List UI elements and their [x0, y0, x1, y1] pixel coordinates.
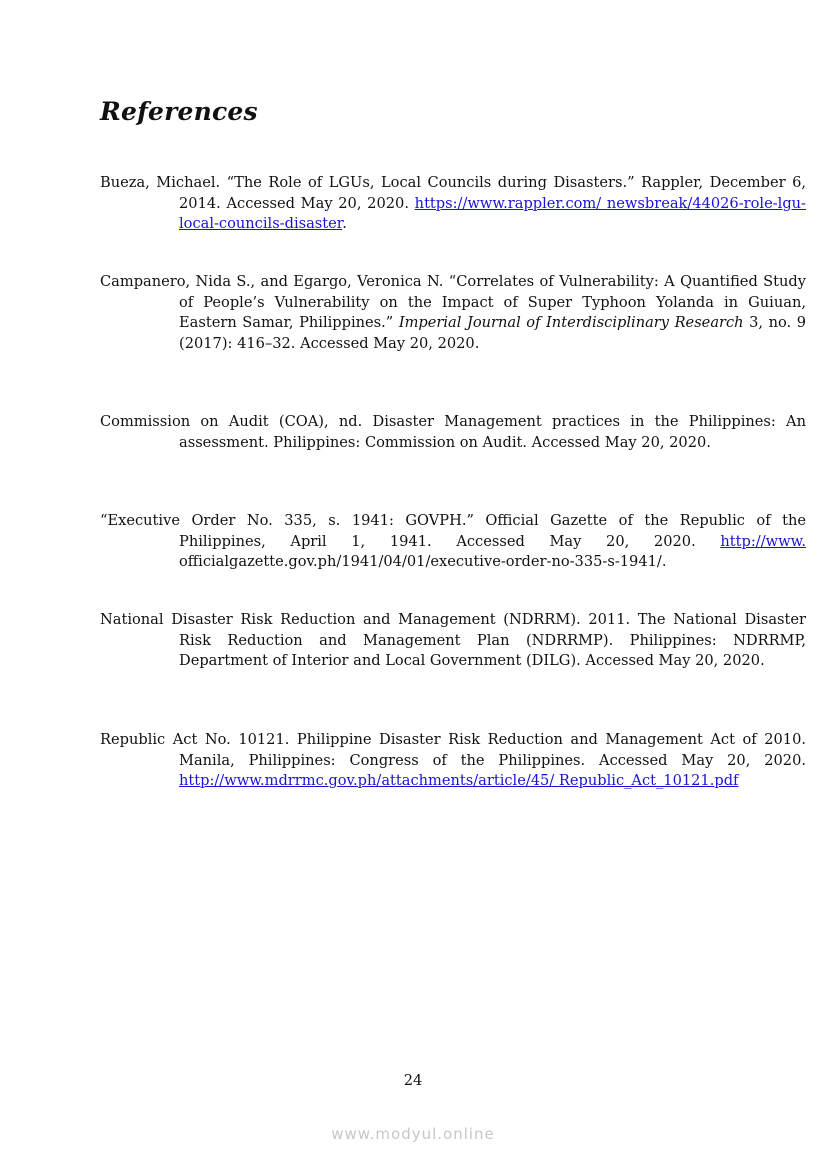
reference-text: Bueza, Michael. “The Role of LGUs, Local Councils during Disasters.” Rappler, December 6, 2014. Accessed May 20, 2020.	[100, 174, 806, 212]
watermark: www.modyul.online	[331, 1125, 495, 1143]
reference-text: Campanero, Nida S., and Egargo, Veronica N. “Correlates of Vulnerability: A Quantified Study of People’s Vulnerability on the Impact of Super Typhoon Yolanda in Guiuan, Eastern Samar, Philippines.”	[100, 273, 806, 332]
reference-entry-republic-act	[100, 730, 806, 792]
reference-text: Republic Act No. 10121. Philippine Disaster Risk Reduction and Management Act of 2010. Manila, Philippines: Congress of the Philippines. Accessed May 20, 2020.	[100, 731, 806, 769]
page-title: References	[100, 97, 258, 126]
reference-tail: 3, no. 9 (2017): 416–32. Accessed May 20, 2020.	[179, 314, 807, 352]
page-number: 24	[403, 1072, 423, 1089]
reference-entry-executive-order	[100, 511, 806, 573]
journal-title: Imperial Journal of Interdisciplinary Research	[398, 314, 744, 332]
reference-link-rappler[interactable]: https://www.rappler.com/ newsbreak/44026-role-lgu-local-councils-disaster	[179, 194, 806, 233]
reference-text: “Executive Order No. 335, s. 1941: GOVPH.” Official Gazette of the Republic of the Philippines, April 1, 1941. Accessed May 20, 2020.	[100, 512, 806, 550]
reference-entry-campanero	[100, 272, 806, 354]
reference-entry-ndrrm	[100, 610, 806, 672]
reference-tail: officialgazette.gov.ph/1941/04/01/executive-order-no-335-s-1941/.	[179, 553, 667, 571]
reference-link-mdrrmc[interactable]: http://www.mdrrmc.gov.ph/attachments/article/45/ Republic_Act_10121.pdf	[179, 772, 739, 790]
reference-tail: .	[342, 215, 347, 233]
reference-text: National Disaster Risk Reduction and Management (NDRRM). 2011. The National Disaster Risk Reduction and Management Plan (NDRRMP). Philippines: NDRRMP, Department of Interior and Local Government (DILG). Accessed May 20, 2020.	[100, 611, 806, 670]
reference-text: Commission on Audit (COA), nd. Disaster Management practices in the Philippines: An assessment. Philippines: Commission on Audit. Accessed May 20, 2020.	[100, 413, 806, 451]
reference-entry-bueza	[100, 173, 806, 235]
reference-link-gazette[interactable]: http://www.	[720, 532, 806, 550]
reference-entry-coa	[100, 412, 806, 453]
